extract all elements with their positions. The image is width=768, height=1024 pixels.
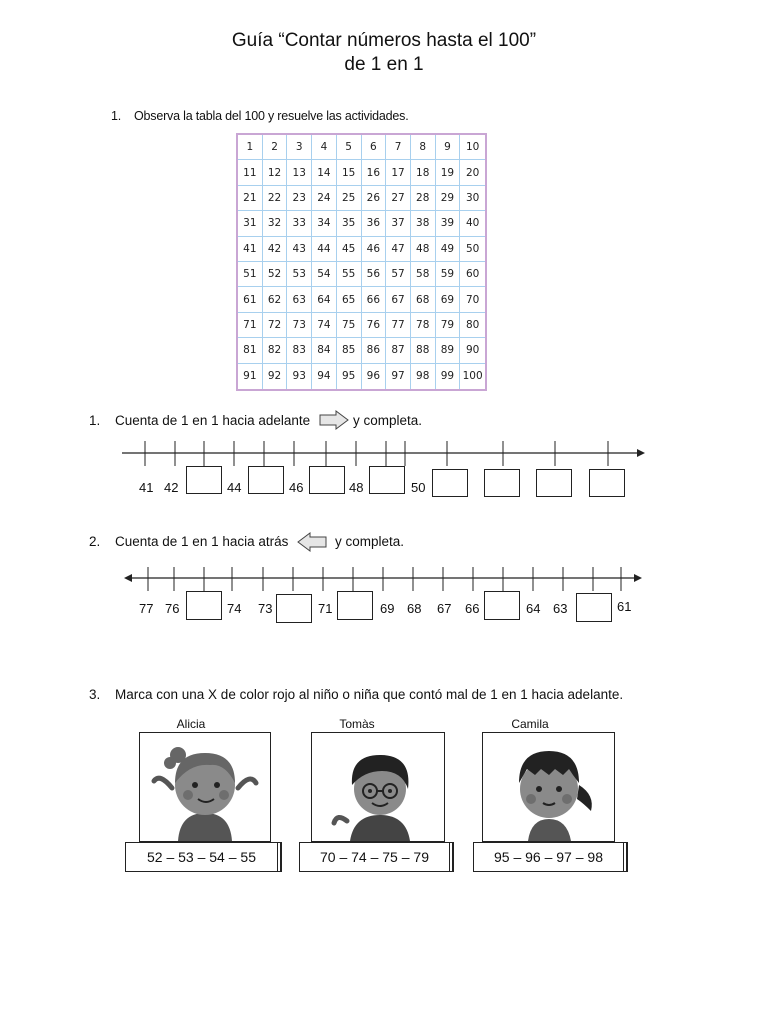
hundred-chart-cell: 3 (287, 135, 312, 160)
hundred-chart-cell: 68 (411, 287, 436, 312)
backward-answer-box[interactable] (276, 594, 312, 623)
hundred-chart-cell: 73 (287, 313, 312, 338)
forward-number-line (0, 438, 768, 468)
hundred-chart-cell: 45 (337, 237, 362, 262)
sequence-card-camila[interactable]: 95 – 96 – 97 – 98 (473, 842, 624, 872)
hundred-chart-cell: 2 (263, 135, 288, 160)
hundred-chart-cell: 50 (460, 237, 485, 262)
hundred-chart-cell: 64 (312, 287, 337, 312)
forward-label-48: 48 (349, 480, 364, 495)
hundred-chart-cell: 35 (337, 211, 362, 236)
child-card-camila (482, 732, 615, 842)
hundred-chart-cell: 70 (460, 287, 485, 312)
hundred-chart-cell: 76 (362, 313, 387, 338)
hundred-chart-cell: 66 (362, 287, 387, 312)
hundred-chart-cell: 60 (460, 262, 485, 287)
hundred-chart-cell: 58 (411, 262, 436, 287)
hundred-chart-cell: 6 (362, 135, 387, 160)
hundred-chart-cell: 21 (238, 186, 263, 211)
hundred-chart-cell: 67 (386, 287, 411, 312)
backward-label-76: 76 (165, 601, 180, 616)
hundred-chart-cell: 1 (238, 135, 263, 160)
backward-label-71: 71 (318, 601, 333, 616)
exercise-3-number: 3. (89, 687, 101, 702)
hundred-chart-cell: 79 (436, 313, 461, 338)
hundred-chart-cell: 36 (362, 211, 387, 236)
hundred-chart-cell: 86 (362, 338, 387, 363)
girl-illustration-icon (483, 733, 614, 841)
hundred-chart-cell: 23 (287, 186, 312, 211)
hundred-chart-cell: 34 (312, 211, 337, 236)
hundred-chart-cell: 90 (460, 338, 485, 363)
hundred-chart-cell: 61 (238, 287, 263, 312)
hundred-chart-cell: 95 (337, 364, 362, 389)
hundred-chart-cell: 84 (312, 338, 337, 363)
hundred-chart-cell: 80 (460, 313, 485, 338)
hundred-chart-cell: 96 (362, 364, 387, 389)
hundred-chart-cell: 88 (411, 338, 436, 363)
hundred-chart-cell: 4 (312, 135, 337, 160)
child-card-alicia (139, 732, 271, 842)
backward-label-74: 74 (227, 601, 242, 616)
hundred-chart-cell: 100 (462, 370, 483, 383)
page-subtitle: de 1 en 1 (344, 54, 424, 75)
backward-label-69: 69 (380, 601, 395, 616)
hundred-chart-cell: 93 (287, 364, 312, 389)
hundred-chart-cell: 89 (436, 338, 461, 363)
exercise-2-text-end: y completa. (335, 534, 405, 549)
forward-answer-box[interactable] (432, 469, 468, 497)
hundred-chart-cell: 91 (238, 364, 263, 389)
hundred-chart-cell: 15 (337, 160, 362, 185)
forward-answer-box[interactable] (369, 466, 405, 494)
hundred-chart-cell: 51 (238, 262, 263, 287)
hundred-chart-cell: 43 (287, 237, 312, 262)
sequence-card-alicia[interactable]: 52 – 53 – 54 – 55 (125, 842, 278, 872)
hundred-chart-cell: 97 (386, 364, 411, 389)
hundred-chart-cell: 74 (312, 313, 337, 338)
backward-answer-box[interactable] (484, 591, 520, 620)
hundred-chart-cell: 46 (362, 237, 387, 262)
hundred-chart-cell: 83 (287, 338, 312, 363)
hundred-chart-cell: 49 (436, 237, 461, 262)
hundred-chart-cell: 27 (386, 186, 411, 211)
backward-answer-box[interactable] (576, 593, 612, 622)
hundred-chart-cell: 33 (287, 211, 312, 236)
intro-instruction: Observa la tabla del 100 y resuelve las actividades. (134, 109, 409, 123)
hundred-chart-cell: 78 (411, 313, 436, 338)
forward-label-42: 42 (164, 480, 179, 495)
backward-label-73: 73 (258, 601, 273, 616)
hundred-chart-cell: 42 (263, 237, 288, 262)
child-name: Camila (511, 717, 549, 731)
forward-label-41: 41 (139, 480, 154, 495)
exercise-2-number: 2. (89, 534, 101, 549)
left-arrow-icon (297, 532, 327, 552)
hundred-chart-cell: 16 (362, 160, 387, 185)
hundred-chart-cell: 71 (238, 313, 263, 338)
backward-answer-box[interactable] (337, 591, 373, 620)
hundred-chart-cell: 37 (386, 211, 411, 236)
hundred-chart-cell: 92 (263, 364, 288, 389)
hundred-chart-cell: 82 (263, 338, 288, 363)
hundred-chart-cell: 99 (436, 364, 461, 389)
hundred-chart-cell: 22 (263, 186, 288, 211)
hundred-chart-cell: 24 (312, 186, 337, 211)
hundred-chart-cell: 11 (238, 160, 263, 185)
exercise-3-text: Marca con una X de color rojo al niño o niña que contó mal de 1 en 1 hacia adelante. (115, 687, 624, 702)
hundred-chart-cell: 28 (411, 186, 436, 211)
hundred-chart-cell: 14 (312, 160, 337, 185)
exercise-2-text: Cuenta de 1 en 1 hacia atrás (115, 534, 289, 549)
hundred-chart-cell: 38 (411, 211, 436, 236)
right-arrow-icon (319, 410, 349, 430)
forward-label-44: 44 (227, 480, 242, 495)
intro-number: 1. (111, 109, 122, 123)
hundred-chart-cell: 59 (436, 262, 461, 287)
hundred-chart-cell: 20 (460, 160, 485, 185)
hundred-chart-cell: 87 (386, 338, 411, 363)
hundred-chart-cell: 10 (460, 135, 485, 160)
forward-answer-box[interactable] (484, 469, 520, 497)
hundred-chart-cell: 12 (263, 160, 288, 185)
hundred-chart-cell: 18 (411, 160, 436, 185)
hundred-chart-cell: 65 (337, 287, 362, 312)
forward-answer-box[interactable] (248, 466, 284, 494)
sequence-card-tomas[interactable]: 70 – 74 – 75 – 79 (299, 842, 450, 872)
hundred-chart-cell: 56 (362, 262, 387, 287)
hundred-chart-cell: 77 (386, 313, 411, 338)
hundred-chart-cell: 72 (263, 313, 288, 338)
hundred-chart-cell: 81 (238, 338, 263, 363)
hundred-chart-cell: 48 (411, 237, 436, 262)
backward-label-63: 63 (553, 601, 568, 616)
backward-label-68: 68 (407, 601, 422, 616)
forward-answer-box[interactable] (589, 469, 625, 497)
hundred-chart-cell: 75 (337, 313, 362, 338)
backward-label-61: 61 (617, 599, 632, 614)
hundred-chart-cell: 19 (436, 160, 461, 185)
hundred-chart-cell: 57 (386, 262, 411, 287)
backward-label-64: 64 (526, 601, 541, 616)
hundred-chart-cell: 54 (312, 262, 337, 287)
hundred-chart-cell: 47 (386, 237, 411, 262)
hundred-chart-cell: 17 (386, 160, 411, 185)
hundred-chart-cell: 63 (287, 287, 312, 312)
page-title: Guía “Contar números hasta el 100” (231, 30, 537, 51)
child-name: Tomàs (339, 717, 375, 731)
boy-illustration-icon (312, 733, 444, 841)
hundred-chart-cell: 85 (337, 338, 362, 363)
hundred-chart-cell: 5 (337, 135, 362, 160)
hundred-chart-cell: 8 (411, 135, 436, 160)
exercise-1-text: Cuenta de 1 en 1 hacia adelante (115, 413, 311, 428)
forward-answer-box[interactable] (309, 466, 345, 494)
hundred-chart-cell: 13 (287, 160, 312, 185)
hundred-chart-cell: 52 (263, 262, 288, 287)
forward-label-46: 46 (289, 480, 304, 495)
hundred-chart-cell: 94 (312, 364, 337, 389)
child-name: Alicia (176, 717, 206, 731)
hundred-chart-cell: 30 (460, 186, 485, 211)
backward-answer-box[interactable] (186, 591, 222, 620)
backward-label-67: 67 (437, 601, 452, 616)
hundred-chart-cell: 53 (287, 262, 312, 287)
forward-label-50: 50 (411, 480, 426, 495)
girl-illustration-icon (140, 733, 270, 841)
hundred-chart-cell: 41 (238, 237, 263, 262)
backward-label-77: 77 (139, 601, 154, 616)
exercise-1-number: 1. (89, 413, 101, 428)
backward-number-line (0, 563, 768, 593)
forward-answer-box[interactable] (186, 466, 222, 494)
forward-answer-box[interactable] (536, 469, 572, 497)
backward-label-66: 66 (465, 601, 480, 616)
hundred-chart-cell: 31 (238, 211, 263, 236)
hundred-chart (236, 133, 487, 391)
hundred-chart-cell: 69 (436, 287, 461, 312)
hundred-chart-cell: 26 (362, 186, 387, 211)
hundred-chart-cell: 39 (436, 211, 461, 236)
hundred-chart-cell: 40 (460, 211, 485, 236)
hundred-chart-cell: 9 (436, 135, 461, 160)
hundred-chart-cell: 62 (263, 287, 288, 312)
hundred-chart-cell: 7 (386, 135, 411, 160)
hundred-chart-cell: 55 (337, 262, 362, 287)
hundred-chart-cell: 44 (312, 237, 337, 262)
child-card-tomas (311, 732, 445, 842)
hundred-chart-cell: 32 (263, 211, 288, 236)
hundred-chart-cell: 29 (436, 186, 461, 211)
exercise-1-text-end: y completa. (353, 413, 423, 428)
hundred-chart-cell: 98 (411, 364, 436, 389)
hundred-chart-cell: 25 (337, 186, 362, 211)
